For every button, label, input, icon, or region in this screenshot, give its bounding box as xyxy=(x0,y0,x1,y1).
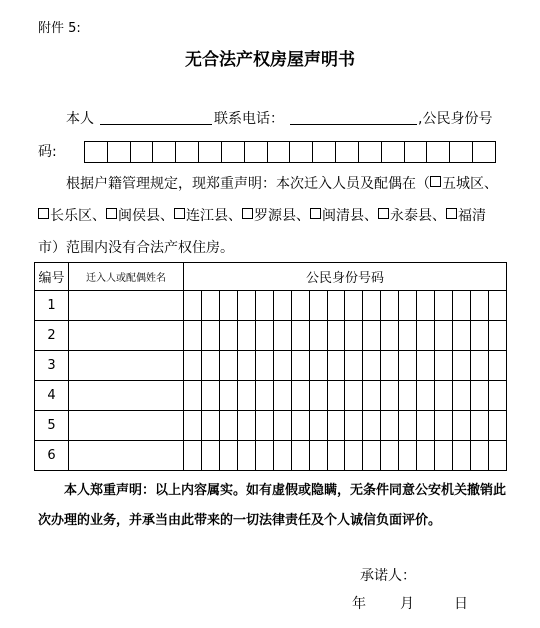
id-cell[interactable] xyxy=(453,381,471,411)
id-digit-box[interactable] xyxy=(245,141,268,163)
id-digit-box[interactable] xyxy=(108,141,131,163)
id-cell[interactable] xyxy=(273,441,291,471)
id-cell[interactable] xyxy=(453,351,471,381)
name-cell[interactable] xyxy=(69,441,184,471)
id-cell[interactable] xyxy=(363,321,381,351)
id-cell[interactable] xyxy=(291,411,309,441)
district-label: 永泰县、 xyxy=(390,208,446,224)
id-cell[interactable] xyxy=(417,411,435,441)
id-cell[interactable] xyxy=(255,291,273,321)
id-digit-box[interactable] xyxy=(153,141,176,163)
id-cell[interactable] xyxy=(327,381,345,411)
declaration-suffix: ）范围内没有合法产权住房。 xyxy=(52,240,234,256)
name-cell[interactable] xyxy=(69,291,184,321)
id-number-boxes[interactable] xyxy=(84,141,496,163)
checkbox[interactable] xyxy=(310,208,321,219)
district-label: 福清市 xyxy=(38,208,486,256)
id-cell[interactable] xyxy=(184,351,202,381)
id-cell[interactable] xyxy=(345,381,363,411)
id-cell[interactable] xyxy=(435,441,453,471)
id-cell[interactable] xyxy=(184,381,202,411)
id-cell[interactable] xyxy=(201,411,219,441)
id-cell[interactable] xyxy=(345,321,363,351)
id-label: ,公民身份号 xyxy=(418,111,493,127)
id-cell[interactable] xyxy=(435,381,453,411)
id-cell[interactable] xyxy=(237,321,255,351)
id-cell[interactable] xyxy=(255,411,273,441)
district-label: 闽侯县、 xyxy=(118,208,174,224)
id-cell[interactable] xyxy=(291,291,309,321)
id-cell[interactable] xyxy=(453,441,471,471)
district-label: 长乐区、 xyxy=(50,208,106,224)
attachment-label: 附件 5: xyxy=(38,21,81,36)
checkbox[interactable] xyxy=(446,208,457,219)
id-cell[interactable] xyxy=(488,321,506,351)
row-number: 5 xyxy=(35,411,69,441)
id-cell[interactable] xyxy=(471,291,489,321)
id-digit-box[interactable] xyxy=(290,141,313,163)
checkbox[interactable] xyxy=(378,208,389,219)
declaration-prefix: 根据户籍管理规定，现郑重声明：本次迁入人员及配偶在（ xyxy=(66,176,430,192)
district-label-cont: 区、 xyxy=(470,176,498,192)
id-cell[interactable] xyxy=(309,351,327,381)
id-cell[interactable] xyxy=(381,291,399,321)
id-cell[interactable] xyxy=(399,351,417,381)
id-cell[interactable] xyxy=(471,381,489,411)
id-digit-box[interactable] xyxy=(131,141,154,163)
id-digit-box[interactable] xyxy=(199,141,222,163)
id-cell[interactable] xyxy=(201,441,219,471)
date-year-label: 年 xyxy=(352,596,366,612)
id-digit-box[interactable] xyxy=(176,141,199,163)
id-cell[interactable] xyxy=(273,381,291,411)
id-cell[interactable] xyxy=(345,351,363,381)
id-digit-box[interactable] xyxy=(382,141,405,163)
id-cell[interactable] xyxy=(291,321,309,351)
id-cell[interactable] xyxy=(417,321,435,351)
id-cell[interactable] xyxy=(399,321,417,351)
id-cell[interactable] xyxy=(417,381,435,411)
name-cell[interactable] xyxy=(69,351,184,381)
id-cell[interactable] xyxy=(471,441,489,471)
id-cell[interactable] xyxy=(381,351,399,381)
id-cell[interactable] xyxy=(381,321,399,351)
name-field[interactable] xyxy=(100,124,212,125)
phone-field[interactable] xyxy=(290,124,417,125)
id-cell[interactable] xyxy=(291,441,309,471)
id-digit-box[interactable] xyxy=(473,141,496,163)
document-title: 无合法产权房屋声明书 xyxy=(185,50,355,70)
row-number: 6 xyxy=(35,441,69,471)
id-cell[interactable] xyxy=(327,351,345,381)
id-label-cont: 码: xyxy=(38,144,57,160)
id-digit-box[interactable] xyxy=(427,141,450,163)
row-number: 1 xyxy=(35,291,69,321)
name-cell[interactable] xyxy=(69,411,184,441)
phone-label: 联系电话： xyxy=(214,111,284,127)
id-cell[interactable] xyxy=(273,411,291,441)
table-row xyxy=(35,351,507,381)
id-cell[interactable] xyxy=(363,381,381,411)
table-row xyxy=(35,411,507,441)
district-label: 罗源县、 xyxy=(254,208,310,224)
id-cell[interactable] xyxy=(363,351,381,381)
id-cell[interactable] xyxy=(219,351,237,381)
id-cell[interactable] xyxy=(201,381,219,411)
district-label: 连江县、 xyxy=(186,208,242,224)
table-row xyxy=(35,321,507,351)
id-cell[interactable] xyxy=(363,441,381,471)
id-cell[interactable] xyxy=(219,381,237,411)
id-cell[interactable] xyxy=(255,321,273,351)
id-cell[interactable] xyxy=(488,351,506,381)
table-header-row xyxy=(35,263,507,291)
id-cell[interactable] xyxy=(201,321,219,351)
header-name: 迁入人或配偶姓名 xyxy=(69,263,184,291)
id-cell[interactable] xyxy=(255,441,273,471)
id-cell[interactable] xyxy=(453,291,471,321)
id-cell[interactable] xyxy=(184,321,202,351)
checkbox[interactable] xyxy=(38,208,49,219)
id-cell[interactable] xyxy=(435,411,453,441)
row-number: 2 xyxy=(35,321,69,351)
id-digit-box[interactable] xyxy=(359,141,382,163)
district-label: 闽清县、 xyxy=(322,208,378,224)
table-row xyxy=(35,381,507,411)
closing-statement: 本人郑重声明：以上内容属实。如有虚假或隐瞒，无条件同意公安机关撤销此次办理的业务，并承当由此带来的一切法律责任及个人诚信负面评价。 xyxy=(38,483,507,528)
date-day-label: 日 xyxy=(454,596,468,612)
id-cell[interactable] xyxy=(309,291,327,321)
id-cell[interactable] xyxy=(184,411,202,441)
row-number: 3 xyxy=(35,351,69,381)
id-cell[interactable] xyxy=(363,291,381,321)
id-cell[interactable] xyxy=(345,441,363,471)
id-cell[interactable] xyxy=(309,441,327,471)
id-cell[interactable] xyxy=(219,411,237,441)
checkbox[interactable] xyxy=(106,208,117,219)
signature-label: 承诺人： xyxy=(360,568,416,584)
id-digit-box[interactable] xyxy=(222,141,245,163)
id-cell[interactable] xyxy=(201,291,219,321)
id-cell[interactable] xyxy=(237,441,255,471)
id-cell[interactable] xyxy=(309,411,327,441)
id-cell[interactable] xyxy=(488,441,506,471)
id-cell[interactable] xyxy=(327,441,345,471)
checkbox[interactable] xyxy=(242,208,253,219)
id-cell[interactable] xyxy=(309,381,327,411)
id-cell[interactable] xyxy=(363,411,381,441)
id-cell[interactable] xyxy=(488,411,506,441)
id-cell[interactable] xyxy=(435,291,453,321)
applicant-table xyxy=(34,262,507,471)
id-digit-box[interactable] xyxy=(450,141,473,163)
id-cell[interactable] xyxy=(273,291,291,321)
id-cell[interactable] xyxy=(184,441,202,471)
id-cell[interactable] xyxy=(453,411,471,441)
id-cell[interactable] xyxy=(417,291,435,321)
id-cell[interactable] xyxy=(291,351,309,381)
self-label: 本人 xyxy=(66,111,94,127)
id-cell[interactable] xyxy=(453,321,471,351)
id-cell[interactable] xyxy=(327,411,345,441)
id-digit-box[interactable] xyxy=(336,141,359,163)
id-cell[interactable] xyxy=(399,441,417,471)
id-cell[interactable] xyxy=(488,291,506,321)
id-cell[interactable] xyxy=(399,291,417,321)
id-cell[interactable] xyxy=(237,351,255,381)
header-id: 公民身份号码 xyxy=(184,263,507,291)
declaration-paragraph xyxy=(38,168,502,264)
id-cell[interactable] xyxy=(273,351,291,381)
table-row xyxy=(35,441,507,471)
checkbox[interactable] xyxy=(174,208,185,219)
id-cell[interactable] xyxy=(255,381,273,411)
id-cell[interactable] xyxy=(435,321,453,351)
id-digit-box[interactable] xyxy=(268,141,291,163)
id-digit-box[interactable] xyxy=(85,141,108,163)
id-cell[interactable] xyxy=(255,351,273,381)
id-cell[interactable] xyxy=(219,321,237,351)
id-cell[interactable] xyxy=(345,291,363,321)
id-cell[interactable] xyxy=(471,411,489,441)
table-row xyxy=(35,291,507,321)
id-cell[interactable] xyxy=(309,321,327,351)
id-cell[interactable] xyxy=(471,321,489,351)
id-cell[interactable] xyxy=(237,291,255,321)
id-cell[interactable] xyxy=(471,351,489,381)
date-month-label: 月 xyxy=(400,596,414,612)
id-cell[interactable] xyxy=(417,441,435,471)
row-number: 4 xyxy=(35,381,69,411)
id-cell[interactable] xyxy=(381,381,399,411)
id-cell[interactable] xyxy=(399,381,417,411)
id-cell[interactable] xyxy=(237,381,255,411)
id-cell[interactable] xyxy=(273,321,291,351)
id-digit-box[interactable] xyxy=(313,141,336,163)
id-cell[interactable] xyxy=(381,441,399,471)
name-cell[interactable] xyxy=(69,321,184,351)
name-cell[interactable] xyxy=(69,381,184,411)
header-number: 编号 xyxy=(35,263,69,291)
id-cell[interactable] xyxy=(184,291,202,321)
checkbox[interactable] xyxy=(430,176,441,187)
id-cell[interactable] xyxy=(219,291,237,321)
id-cell[interactable] xyxy=(327,291,345,321)
id-cell[interactable] xyxy=(345,411,363,441)
id-cell[interactable] xyxy=(327,321,345,351)
id-cell[interactable] xyxy=(291,381,309,411)
id-cell[interactable] xyxy=(237,411,255,441)
id-cell[interactable] xyxy=(488,381,506,411)
id-cell[interactable] xyxy=(435,351,453,381)
id-cell[interactable] xyxy=(417,351,435,381)
district-label: 五城 xyxy=(442,176,470,192)
id-digit-box[interactable] xyxy=(405,141,428,163)
id-cell[interactable] xyxy=(201,351,219,381)
id-cell[interactable] xyxy=(219,441,237,471)
id-cell[interactable] xyxy=(399,411,417,441)
id-cell[interactable] xyxy=(381,411,399,441)
